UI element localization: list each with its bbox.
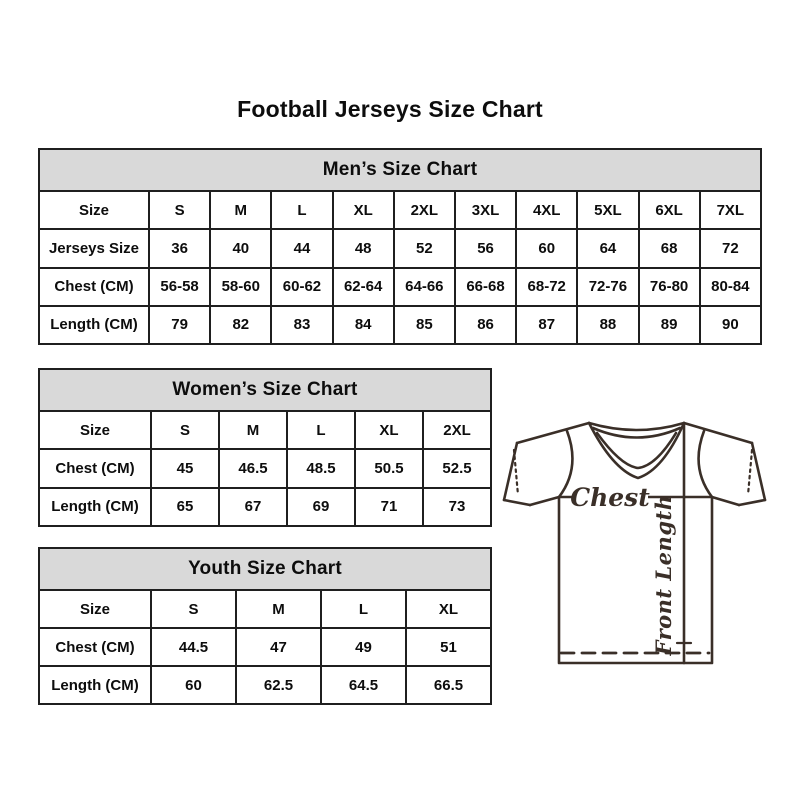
- table-row: [39, 411, 491, 449]
- table-cell: 64.5: [321, 666, 406, 704]
- table-cell: 60: [151, 666, 236, 704]
- table-cell: 5XL: [577, 191, 638, 229]
- table-cell: 40: [210, 229, 271, 267]
- table-cell: 67: [219, 488, 287, 526]
- row-label: Length (CM): [39, 666, 151, 704]
- table-cell: 44: [271, 229, 332, 267]
- table-row: [39, 488, 491, 526]
- table-cell: 72: [700, 229, 761, 267]
- table-row: [39, 590, 491, 628]
- table-cell: L: [287, 411, 355, 449]
- table-row: [39, 666, 491, 704]
- table-cell: M: [210, 191, 271, 229]
- table-cell: 2XL: [423, 411, 491, 449]
- table-cell: 65: [151, 488, 219, 526]
- table-cell: 72-76: [577, 268, 638, 306]
- table-cell: 36: [149, 229, 210, 267]
- youth-size-table: [38, 547, 492, 705]
- table-cell: 80-84: [700, 268, 761, 306]
- table-row: [39, 191, 761, 229]
- table-cell: 3XL: [455, 191, 516, 229]
- row-label: Chest (CM): [39, 449, 151, 487]
- table-cell: 62.5: [236, 666, 321, 704]
- table-cell: L: [321, 590, 406, 628]
- womens-size-table: [38, 368, 492, 527]
- front-length-label: Front Length: [651, 494, 676, 656]
- mens-size-table: [38, 148, 762, 345]
- row-label: Length (CM): [39, 306, 149, 344]
- chest-label: Chest: [570, 483, 650, 512]
- table-row: [39, 306, 761, 344]
- table-cell: 79: [149, 306, 210, 344]
- row-label: Chest (CM): [39, 628, 151, 666]
- table-cell: L: [271, 191, 332, 229]
- table-cell: 7XL: [700, 191, 761, 229]
- table-cell: 46.5: [219, 449, 287, 487]
- table-cell: 56: [455, 229, 516, 267]
- table-cell: 58-60: [210, 268, 271, 306]
- row-label: Size: [39, 411, 151, 449]
- table-cell: 83: [271, 306, 332, 344]
- table-cell: 73: [423, 488, 491, 526]
- table-cell: 50.5: [355, 449, 423, 487]
- table-cell: 82: [210, 306, 271, 344]
- table-cell: 71: [355, 488, 423, 526]
- table-cell: 76-80: [639, 268, 700, 306]
- table-cell: 84: [333, 306, 394, 344]
- table-title: Youth Size Chart: [39, 548, 491, 590]
- table-cell: S: [149, 191, 210, 229]
- table-cell: 64-66: [394, 268, 455, 306]
- table-cell: S: [151, 411, 219, 449]
- table-row: [39, 449, 491, 487]
- table-cell: XL: [406, 590, 491, 628]
- table-cell: 66.5: [406, 666, 491, 704]
- table-cell: 52: [394, 229, 455, 267]
- table-cell: 49: [321, 628, 406, 666]
- table-cell: 88: [577, 306, 638, 344]
- table-cell: 62-64: [333, 268, 394, 306]
- table-cell: 68: [639, 229, 700, 267]
- table-cell: M: [236, 590, 321, 628]
- table-row: [39, 229, 761, 267]
- table-cell: 4XL: [516, 191, 577, 229]
- table-cell: 56-58: [149, 268, 210, 306]
- row-label: Size: [39, 590, 151, 628]
- table-cell: XL: [355, 411, 423, 449]
- table-title: Men’s Size Chart: [39, 149, 761, 191]
- table-cell: XL: [333, 191, 394, 229]
- table-row: [39, 628, 491, 666]
- table-row: [39, 268, 761, 306]
- table-title: Women’s Size Chart: [39, 369, 491, 411]
- row-label: Length (CM): [39, 488, 151, 526]
- table-cell: 68-72: [516, 268, 577, 306]
- table-cell: M: [219, 411, 287, 449]
- table-cell: 85: [394, 306, 455, 344]
- table-cell: 47: [236, 628, 321, 666]
- table-cell: 45: [151, 449, 219, 487]
- table-cell: 89: [639, 306, 700, 344]
- table-cell: 51: [406, 628, 491, 666]
- table-cell: 48: [333, 229, 394, 267]
- table-cell: 48.5: [287, 449, 355, 487]
- row-label: Jerseys Size: [39, 229, 149, 267]
- table-cell: 2XL: [394, 191, 455, 229]
- table-cell: 60: [516, 229, 577, 267]
- row-label: Size: [39, 191, 149, 229]
- table-cell: 52.5: [423, 449, 491, 487]
- table-cell: 60-62: [271, 268, 332, 306]
- table-cell: 87: [516, 306, 577, 344]
- table-cell: 6XL: [639, 191, 700, 229]
- table-cell: S: [151, 590, 236, 628]
- table-cell: 69: [287, 488, 355, 526]
- table-cell: 64: [577, 229, 638, 267]
- table-cell: 86: [455, 306, 516, 344]
- row-label: Chest (CM): [39, 268, 149, 306]
- jersey-measurement-diagram: [497, 410, 769, 672]
- jersey-outline: [504, 423, 765, 663]
- table-cell: 66-68: [455, 268, 516, 306]
- table-cell: 44.5: [151, 628, 236, 666]
- page-title: Football Jerseys Size Chart: [237, 96, 543, 122]
- table-cell: 90: [700, 306, 761, 344]
